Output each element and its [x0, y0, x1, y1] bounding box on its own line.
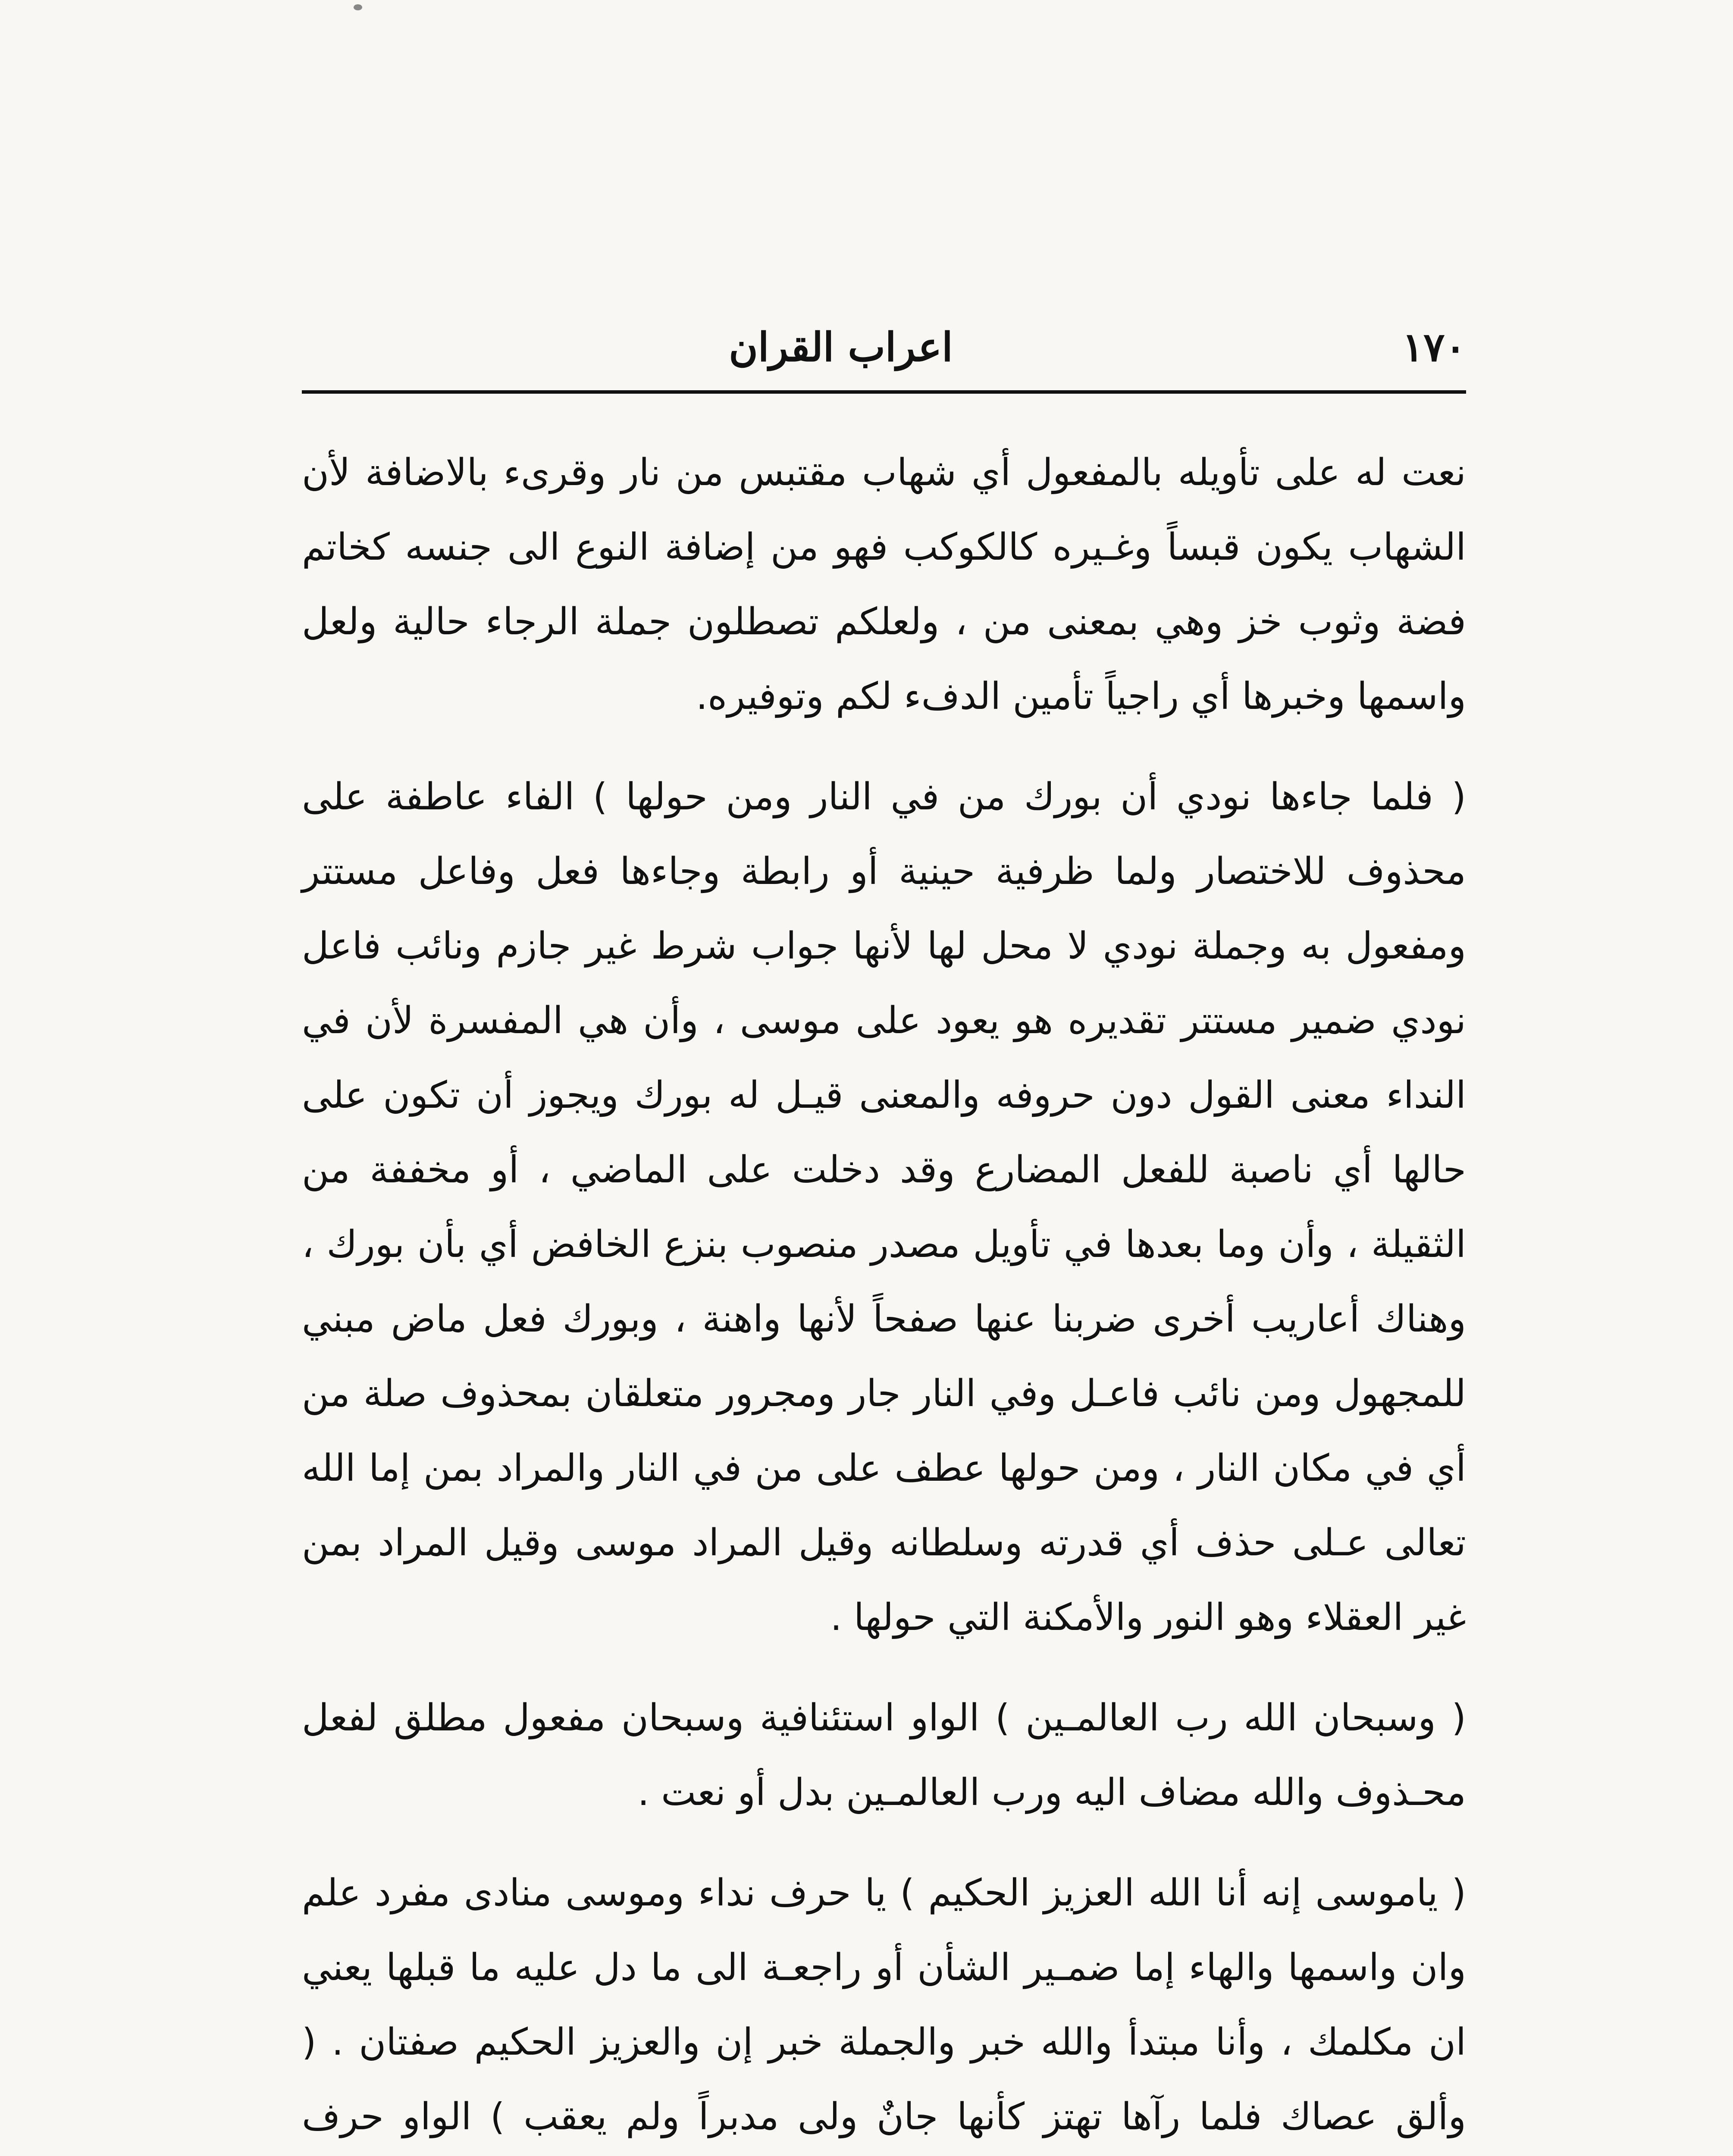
running-title: اعراب القران [729, 324, 953, 370]
paragraph-text: ( فلما جاءها نودي أن بورك من في النار ومن حولها ) الفاء عاطفة على محذوف للاختصار ولما ظرفية حينية أو رابطة وجاءها فعل وفاعل مستتر ومفعول به وجملة نودي لا محل لها لأنها جواب شرط غير جازم ونائب فاعل نودي ضمير مستتر تقديره هو يعود على موسى ، وأن هي المفسرة لأن في النداء معنى القول دون حروفه والمعنى قيـل له بورك ويجوز أن تكون على حالها أي ناصبة للفعل المضارع وقد دخلت على الماضي ، أو مخففة من الثقيلة ، وأن وما بعدها في تأويل مصدر منصوب بنزع الخافض أي بأن بورك ، وهناك أعاريب أخرى ضربنا عنها صفحاً لأنها واهنة ، وبورك فعل ماض مبني للمجهول ومن نائب فاعـل وفي النار جار ومجرور متعلقان بمحذوف صلة من أي في مكان النار ، ومن حولها عطف على من في النار والمراد بمن إما الله تعالى عـلى حذف أي قدرته وسلطانه وقيل المراد موسى وقيل المراد بمن غير العقلاء وهو النور والأمكنة التي حولها . [302, 775, 1466, 1639]
paragraph [302, 1856, 1466, 2156]
header-rule [302, 390, 1466, 394]
scan-speck [354, 4, 362, 10]
paragraph [302, 1681, 1466, 1830]
page-header [302, 319, 1466, 375]
paragraph [302, 760, 1466, 1655]
paragraph-text: ( ياموسى إنه أنا الله العزيز الحكيم ) يا حرف نداء وموسى منادى مفرد علم وان واسمها والهاء إما ضمـير الشأن أو راجعـة الى ما دل عليه ما قبلها يعني ان مكلمك ، وأنا مبتدأ والله خبر والجملة خبر إن والعزيز الحكيم صفتان . ( وألق عصاك فلما رآها تهتز كأنها جانٌ ولى مدبراً ولم يعقب ) الواو حرف [302, 1871, 1466, 2138]
body-text [302, 436, 1466, 2156]
paragraph [302, 436, 1466, 734]
paragraph-text: ( وسبحان الله رب العالمـين ) الواو استئنافية وسبحان مفعول مطلق لفعل محـذوف والله مضاف اليه ورب العالمـين بدل أو نعت . [302, 1696, 1466, 1814]
paragraph-text: نعت له على تأويله بالمفعول أي شهاب مقتبس من نار وقرىء بالاضافة لأن الشهاب يكون قبساً وغـيره كالكوكب فهو من إضافة النوع الى جنسه كخاتم فضة وثوب خز وهي بمعنى من ، ولعلكم تصطلون جملة الرجاء حالية ولعل واسمها وخبرها أي راجياً تأمين الدفء لكم وتوفيره. [302, 451, 1466, 718]
page-number: ١٧٠ [1402, 324, 1466, 370]
